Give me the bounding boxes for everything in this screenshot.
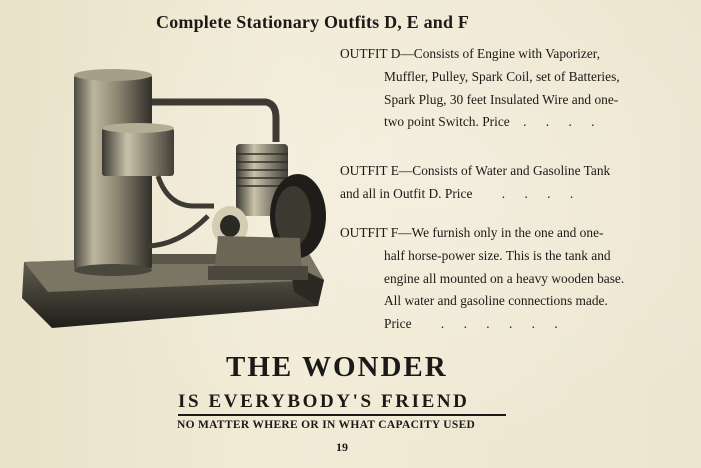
outfit-d-description <box>340 43 658 134</box>
outfit-e-line-2: and all in Outfit D. Price <box>340 185 473 201</box>
outfit-e-description <box>340 160 658 206</box>
outfit-f-line-5: Price <box>384 316 412 332</box>
outfit-e-price-dots: . . . . <box>501 185 582 201</box>
outfit-d-price-dots: . . . . <box>523 114 603 130</box>
outfit-f-line-4: All water and gasoline connections made. <box>384 293 608 309</box>
page-title: Complete Stationary Outfits D, E and F <box>156 12 470 32</box>
outfit-d-line-1: OUTFIT D—Consists of Engine with Vaporizer, <box>340 46 601 61</box>
outfit-d-line-2: Muffler, Pulley, Spark Coil, set of Batteries, <box>384 68 620 84</box>
engine-illustration <box>18 66 334 344</box>
outfit-f-price-dots: . . . . . . <box>440 316 566 332</box>
page-number: 19 <box>336 440 348 454</box>
slogan-subline: IS EVERYBODY'S FRIEND <box>178 391 470 412</box>
outfit-f-description <box>340 222 658 336</box>
slogan-headline: THE WONDER <box>226 351 448 383</box>
outfit-d-line-4: two point Switch. Price <box>384 114 510 130</box>
slogan-tagline: NO MATTER WHERE OR IN WHAT CAPACITY USED <box>177 419 476 431</box>
slogan-divider <box>178 414 506 416</box>
outfit-f-line-1: OUTFIT F—We furnish only in the one and one- <box>340 225 604 240</box>
outfit-d-line-3: Spark Plug, 30 feet Insulated Wire and one- <box>384 91 619 107</box>
outfit-f-line-3: engine all mounted on a heavy wooden base. <box>384 270 625 286</box>
outfit-f-line-2: half horse-power size. This is the tank and <box>384 247 611 263</box>
outfit-e-line-1: OUTFIT E—Consists of Water and Gasoline Tank <box>340 163 611 178</box>
